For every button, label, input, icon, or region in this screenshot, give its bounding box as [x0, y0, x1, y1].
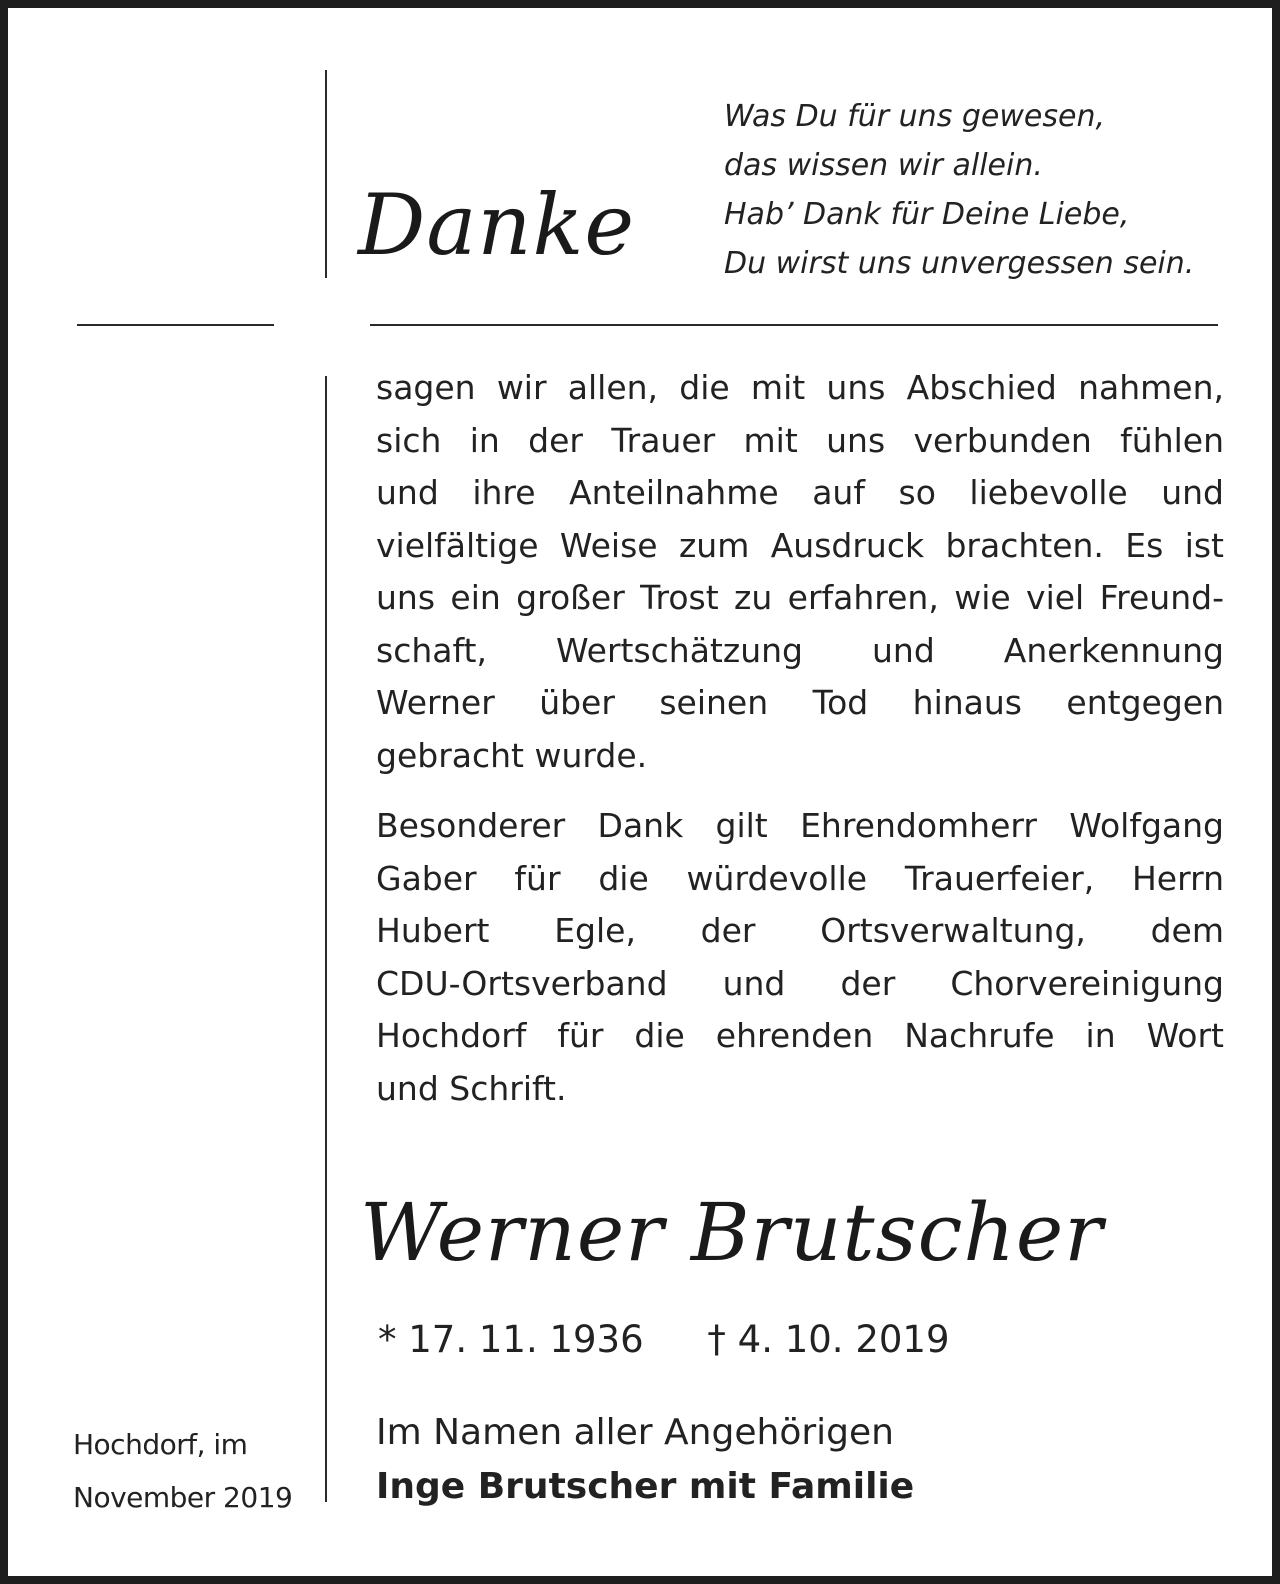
- birth-date: * 17. 11. 1936: [378, 1318, 644, 1361]
- heading-danke: Danke: [358, 176, 636, 274]
- text-line: schaft, Wertschätzung und Anerkennung: [376, 630, 1224, 670]
- text-line: sich in der Trauer mit uns verbunden fühlen: [376, 420, 1224, 460]
- text-line: Hubert Egle, der Ortsverwaltung, dem: [376, 911, 1224, 950]
- verse-line: das wissen wir allein.: [724, 148, 1043, 183]
- special-thanks-paragraph: [376, 800, 1224, 1115]
- signature: [376, 1406, 914, 1514]
- text-line: Werner über seinen Tod hinaus entgegen: [376, 683, 1224, 722]
- place-line: Hochdorf, im: [73, 1428, 248, 1461]
- verse-line: Du wirst uns unvergessen sein.: [724, 246, 1195, 281]
- deceased-name: Werner Brutscher: [360, 1186, 1104, 1279]
- verse-line: Was Du für uns gewesen,: [724, 99, 1105, 134]
- text-line: uns ein großer Trost zu erfahren, wie viel Freund-: [376, 578, 1224, 617]
- text-line: gebracht wurde.: [376, 735, 648, 775]
- life-dates: [378, 1318, 950, 1361]
- cross-vertical-upper: [325, 70, 327, 278]
- cross-vertical-lower: [325, 376, 327, 1502]
- verse-line: Hab’ Dank für Deine Liebe,: [724, 197, 1130, 232]
- text-line: sagen wir allen, die mit uns Abschied nahmen,: [376, 368, 1224, 407]
- text-line: CDU-Ortsverband und der Chorvereinigung: [376, 963, 1224, 1003]
- text-line: Besonderer Dank gilt Ehrendomherr Wolfgang: [376, 806, 1224, 845]
- death-date: † 4. 10. 2019: [707, 1318, 950, 1361]
- text-line: und Schrift.: [376, 1068, 567, 1108]
- text-line: und ihre Anteilnahme auf so liebevolle und: [376, 473, 1224, 512]
- text-line: Hochdorf für die ehrenden Nachrufe in Wort: [376, 1016, 1224, 1055]
- signature-line: Im Namen aller Angehörigen: [376, 1412, 894, 1453]
- thanks-paragraph: [376, 362, 1224, 782]
- verse: [724, 92, 1244, 288]
- signature-names: Inge Brutscher mit Familie: [376, 1466, 915, 1507]
- text-line: vielfältige Weise zum Ausdruck brachten. Es ist: [376, 525, 1224, 565]
- cross-horizontal-left: [77, 324, 274, 326]
- place-date: [73, 1418, 292, 1524]
- date-line: November 2019: [73, 1481, 293, 1514]
- text-line: Gaber für die würdevolle Trauerfeier, Herrn: [376, 858, 1224, 898]
- cross-horizontal-right: [370, 324, 1218, 326]
